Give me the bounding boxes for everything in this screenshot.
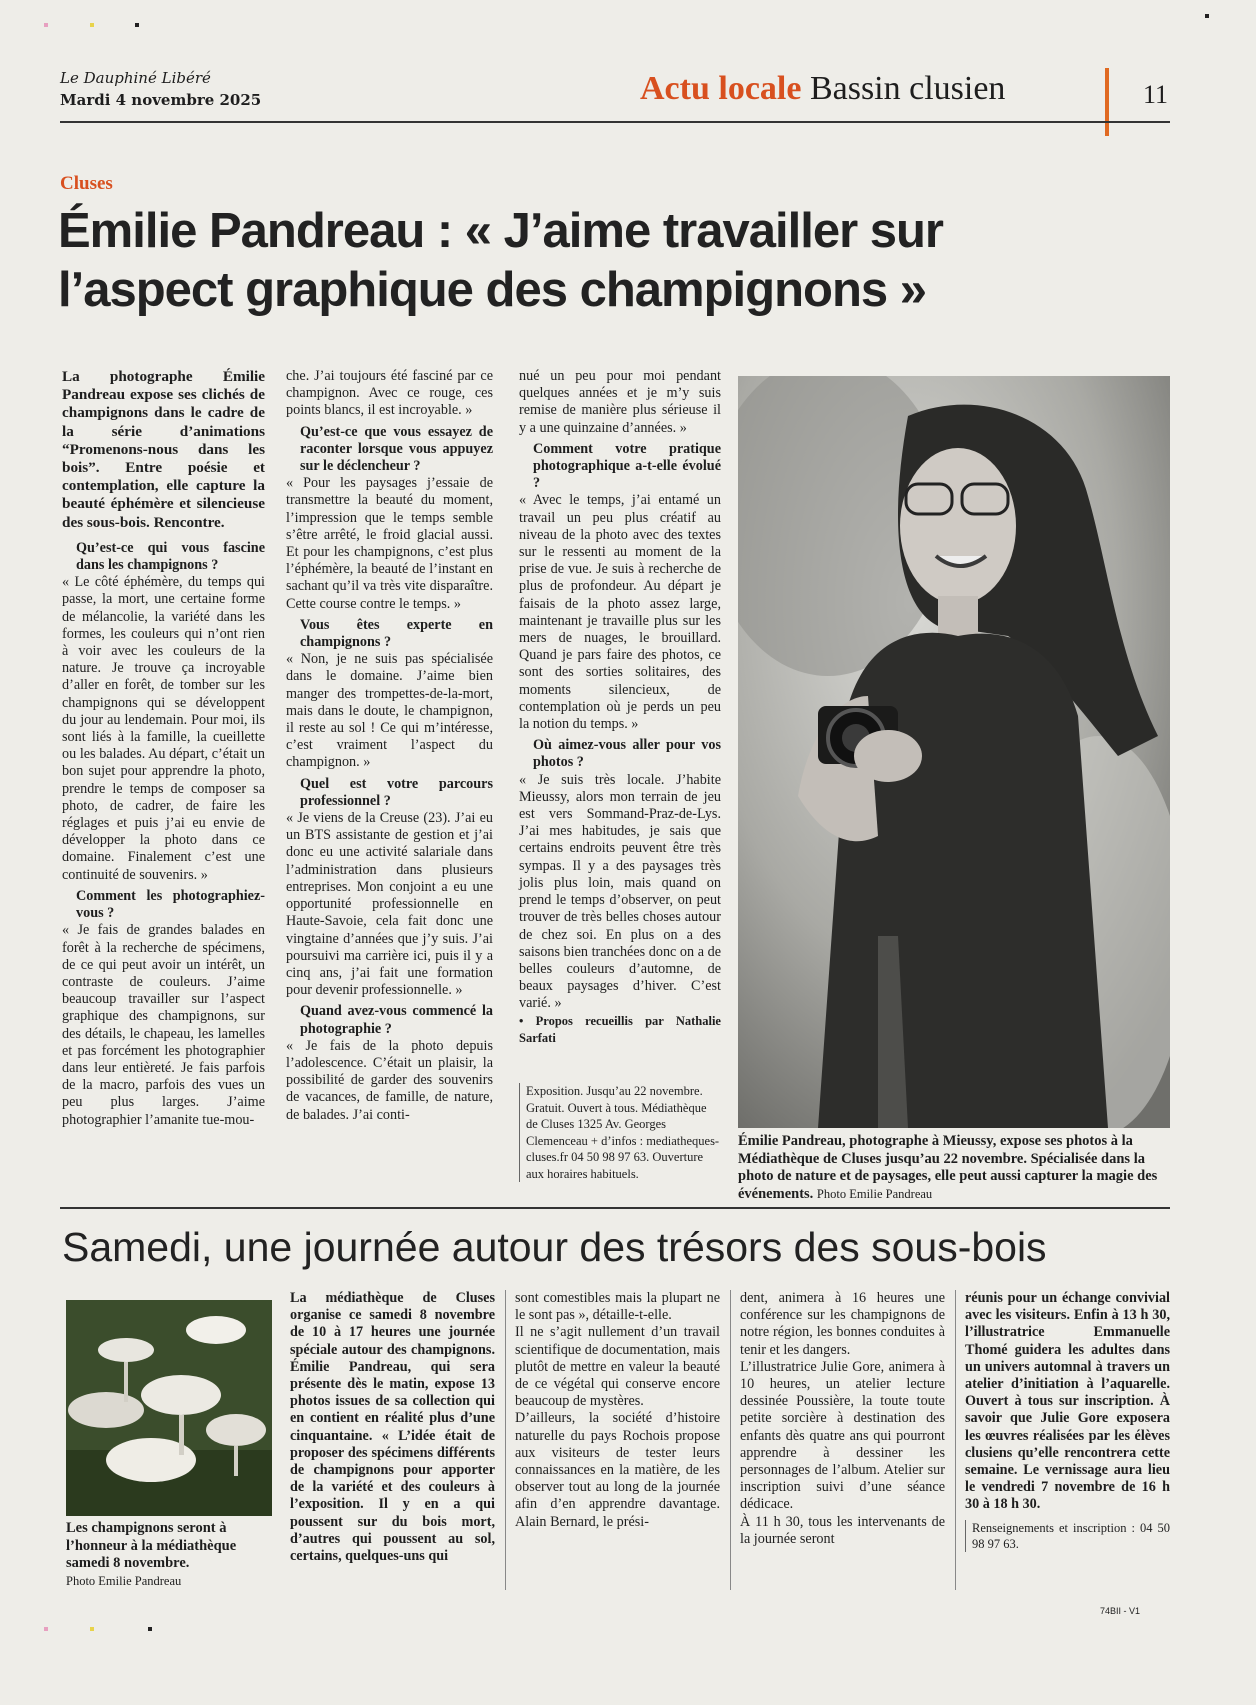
mushroom-image	[66, 1300, 272, 1516]
headline-line-2: l’aspect graphique des champignons »	[58, 263, 926, 317]
print-mark	[90, 1627, 94, 1631]
section-bar	[1105, 68, 1109, 136]
article2-column-4	[965, 1290, 1170, 1552]
issue-date: Mardi 4 novembre 2025	[60, 91, 262, 109]
answer: che. J’ai toujours été fasciné par ce champignon. Avec ce rouge, ces points blancs, il est incroyable. »	[286, 368, 493, 419]
print-mark	[44, 23, 48, 27]
photographer-image	[738, 376, 1170, 1128]
column-1	[62, 368, 265, 1129]
portrait-photo	[738, 376, 1170, 1128]
article2-column-1: La médiathèque de Cluses organise ce samedi 8 novembre de 10 à 17 heures une journée spéciale autour des champignons. Émilie Pandreau, qui sera présente dès le matin, expose 13 photos issues de sa collection qui en contient en réalité plus d’une cinquantaine. « L’idée était de proposer des spécimens différents de champignons pour apporter de la variété et des couleurs à l’exposition. Il y en a qui poussent sur du bois mort, d’autres qui poussent au sol, certains, quelques-uns qui	[290, 1290, 495, 1565]
print-mark	[44, 1627, 48, 1631]
column-divider	[730, 1290, 731, 1590]
headline-2: Samedi, une journée autour des trésors des sous-bois	[62, 1224, 1047, 1270]
mushroom-caption	[66, 1520, 276, 1590]
section-rest: Bassin clusien	[809, 70, 1006, 107]
section-title	[640, 70, 1005, 108]
mushroom-photo	[66, 1300, 272, 1516]
chapo: La photographe Émilie Pandreau expose ses clichés de champignons dans le cadre de la série d’animations “Promenons-nous dans les bois”. Entre poésie et contemplation, elle capture la beauté éphémère et silencieuse des sous-bois. Rencontre.	[62, 368, 265, 531]
answer: « Je viens de la Creuse (23). J’ai eu un BTS assistante de gestion et j’ai donc eu une activité salariale dans l’administration dans plusieurs entreprises. Mon conjoint a eu une opportunité professionnelle en Haute-Savoie, cela fait donc une vingtaine d’années que j’y suis. J’ai poursuivi ma carrière ici, puis il y a cinq ans, j’ai fait une formation pour devenir professionnelle. »	[286, 810, 493, 999]
print-mark	[148, 1627, 152, 1631]
photo-credit: Photo Emilie Pandreau	[816, 1186, 933, 1201]
question: Quand avez-vous commencé la photographie ?	[300, 1003, 493, 1037]
headline-line-1: Émilie Pandreau : « J’aime travailler sur	[58, 204, 943, 258]
byline: • Propos recueillis par Nathalie Sarfati	[519, 1013, 721, 1045]
registration-info: Renseignements et inscription : 04 50 98 97 63.	[965, 1520, 1170, 1552]
column-2	[286, 368, 493, 1124]
question: Où aimez-vous aller pour vos photos ?	[533, 737, 721, 771]
article2-column-3: dent, animera à 16 heures une conférence sur les champignons de notre région, les bonnes conduites à tenir et les dangers. L’illustratrice Julie Gore, animera à 10 heures, un atelier lecture dessinée Poussière, la toute toute petite sorcière à destination des enfants dès quatre ans qui pourront apprendre à dessiner les personnages de l’album. Atelier sur inscription suivi d’une séance dédicace. À 11 h 30, tous les intervenants de la journée seront	[740, 1290, 945, 1547]
answer: nué un peu pour moi pendant quelques années et je m’y suis remise de manière plus sérieuse il y a une quinzaine d’années. »	[519, 368, 721, 436]
header-rule	[60, 121, 1170, 123]
answer: « Non, je ne suis pas spécialisée dans le domaine. J’aime bien manger des trompettes-de-la-mort, mais dans le doute, le champignon, il reste au sol ! Ce qui m’intéresse, c’est vraiment l’aspect du champignon. »	[286, 651, 493, 771]
question: Qu’est-ce que vous essayez de raconter lorsque vous appuyez sur le déclencheur ?	[300, 423, 493, 475]
answer: « Pour les paysages j’essaie de transmettre la beauté du moment, l’impression que le temps semble s’être arrêté, le froid glacial aussi. Et pour les champignons, c’est plus l’éphémère, la beauté de l’instant en sachant qu’il va très vite disparaître. Cette course contre le temps. »	[286, 475, 493, 612]
folio: 74BII - V1	[1100, 1606, 1141, 1616]
answer: « Je fais de la photo depuis l’adolescence. C’était un plaisir, la possibilité de garder des souvenirs de vacances, de famille, de nature, de balades. J’ai conti-	[286, 1037, 493, 1123]
column-divider	[505, 1290, 506, 1590]
answer: « Avec le temps, j’ai entamé un travail un peu plus créatif au niveau de la photo avec des textes sur le ressenti au moment de la prise de vue. Je suis à recherche de plus de profondeur. Au départ je faisais de la photo assez large, maintenant je travaille plus sur les mers de nuages, le brouillard. Quand je pars faire des photos, ce sont des sorties solitaires, des moments silencieux, de contemplation où je perds un peu la notion du temps. »	[519, 492, 721, 733]
mushroom-photo-credit: Photo Emilie Pandreau	[66, 1573, 182, 1588]
answer: « Je fais de grandes balades en forêt à la recherche de spécimens, de ce qui peut avoir un intérêt, un contraste de couleurs. J’aime beaucoup travailler sur l’aspect graphique des champignons, sur des détails, le chapeau, les lamelles et pas forcément les photographier dans leur entièreté. Je fais parfois de la macro, parfois des vues un peu plus larges. J’aime photographier l’amanite tue-mou-	[62, 922, 265, 1128]
publication-name: Le Dauphiné Libéré	[60, 69, 211, 87]
column-divider	[955, 1290, 956, 1590]
exhibition-info: Exposition. Jusqu’au 22 novembre. Gratuit. Ouvert à tous. Médiathèque de Cluses 1325 Av. Georges Clemenceau + d’infos : mediatheques-cluses.fr 04 50 98 97 63. Ouverture aux horaires habituels.	[519, 1083, 721, 1182]
section-red: Actu locale	[640, 70, 802, 107]
print-mark	[90, 23, 94, 27]
question: Quel est votre parcours professionnel ?	[300, 775, 493, 809]
column-3	[519, 368, 721, 1047]
print-mark	[135, 23, 139, 27]
photo-caption	[738, 1133, 1170, 1203]
caption-text: Émilie Pandreau, photographe à Mieussy, expose ses photos à la Médiathèque de Cluses jusqu’au 22 novembre. Spécialisée dans la photo de nature et de paysages, elle peut aussi capturer la magie des événements.	[738, 1133, 1158, 1202]
mushroom-caption-text: Les champignons seront à l’honneur à la médiathèque samedi 8 novembre.	[66, 1520, 237, 1571]
page-number: 11	[1143, 80, 1169, 109]
print-mark	[1205, 14, 1209, 18]
article-rule	[60, 1207, 1170, 1209]
article2-column-4-text: réunis pour un échange convivial avec les visiteurs. Enfin à 13 h 30, l’illustratrice Emmanuelle Thomé guidera les adultes dans un univers automnal à travers un atelier d’initiation à l’aquarelle. Ouvert à tous sur inscription. À savoir que Julie Gore exposera les œuvres réalisées par les élèves clusiens qu’elle rencontrera cette semaine. Le vernissage aura lieu le vendredi 7 novembre de 16 h 30 à 18 h 30.	[965, 1290, 1170, 1513]
question: Vous êtes experte en champignons ?	[300, 616, 493, 651]
answer: « Le côté éphémère, du temps qui passe, la mort, une certaine forme de mélancolie, la variété dans les formes, les couleurs qui n’ont rien à voir avec les couleurs de la nature. Je trouve ça incroyable d’aller en forêt, de tomber sur les champignons qui se développent du jour au lendemain. Pour moi, ils sont liés à la famille, la cueillette ou les balades. Au départ, c’était un bon sujet pour apprendre la photo, prendre le temps de composer sa photo, de cadrer, de faire les réglages et puis j’ai eu envie de développer la photo dans ce domaine. Finalement c’est une continuité de souvenirs. »	[62, 574, 265, 883]
answer: « Je suis très locale. J’habite Mieussy, alors mon terrain de jeu est vers Sommand-Praz-de-Lys. J’ai mes habitudes, je sais que certains endroits peuvent être très sympas. Il y a des paysages très jolis plus loin, mais quand on prend le temps d’observer, on peut trouver de très belles choses autour de chez soi. En plus on a des saisons bien tranchées donc on a de belles couleurs d’automne, de beaux paysages d’hiver. C’est varié. »	[519, 771, 721, 1012]
article2-column-2: sont comestibles mais la plupart ne le sont pas », détaille-t-elle. Il ne s’agit nullement d’un travail scientifique de documentation, mais plutôt de mettre en valeur la beauté de ce végétal qui conserve encore beaucoup de mystères. D’ailleurs, la société d’histoire naturelle du pays Rochois propose aux visiteurs de tester leurs connaissances en la matière, de les observer tout au long de la journée afin d’en apprendre davantage. Alain Bernard, le prési-	[515, 1290, 720, 1530]
question: Comment les photographiez-vous ?	[76, 887, 265, 922]
question: Comment votre pratique photographique a-t-elle évolué ?	[533, 440, 721, 492]
kicker: Cluses	[60, 173, 113, 194]
headline	[58, 202, 1178, 320]
question: Qu’est-ce qui vous fascine dans les champignons ?	[76, 539, 265, 574]
